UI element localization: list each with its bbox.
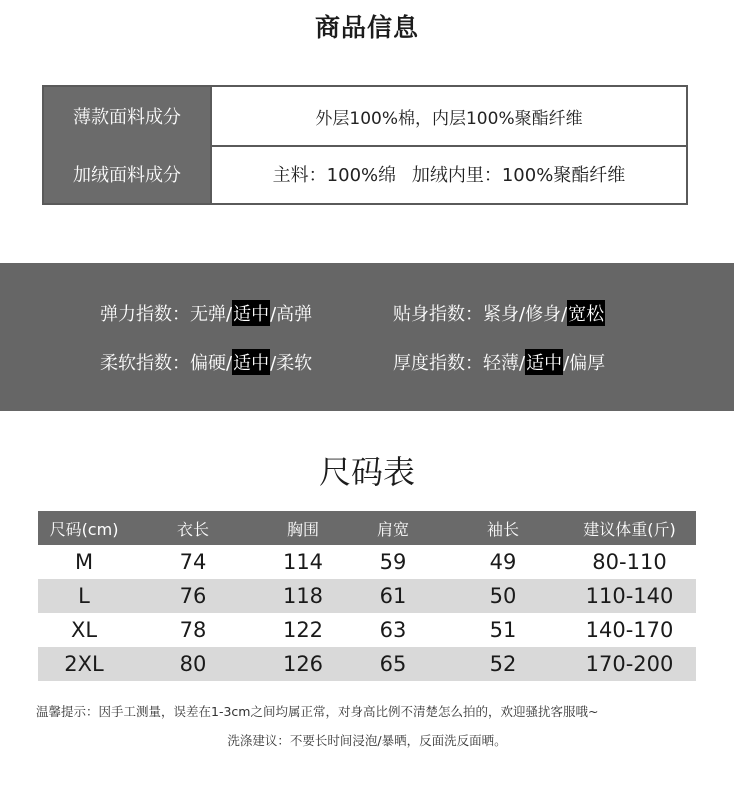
measurement-tip: 温馨提示：因手工测量，误差在1-3cm之间均属正常，对身高比例不清楚怎么拍的，欢迎骚扰客服哦~ [36, 704, 599, 719]
fit-index: 贴身指数：紧身/修身/宽松 [393, 300, 605, 326]
table-cell: 63 [379, 618, 407, 642]
table-cell: 76 [179, 584, 207, 608]
fabric-row-thin [44, 87, 686, 147]
table-cell: 140-170 [585, 618, 674, 642]
header-cell: 衣长 [176, 519, 209, 539]
size-cell: M [74, 550, 94, 574]
table-cell: 65 [379, 652, 407, 676]
index-option: 偏硬 [190, 353, 226, 374]
table-cell: 74 [179, 550, 207, 574]
size-cell: L [78, 584, 90, 608]
fabric-row-fleece [44, 145, 686, 203]
product-info-title: 商品信息 [314, 13, 419, 42]
table-cell: 51 [489, 618, 517, 642]
fabric-label: 薄款面料成分 [44, 87, 212, 145]
index-label: 贴身指数： [393, 304, 483, 325]
softness-index: 柔软指数：偏硬/适中/柔软 [100, 349, 312, 375]
size-cell: 2XL [64, 652, 104, 676]
table-cell: 126 [282, 652, 324, 676]
table-cell: 80-110 [592, 550, 667, 574]
table-cell: 118 [282, 584, 324, 608]
table-cell: 122 [282, 618, 324, 642]
fabric-label: 加绒面料成分 [44, 145, 212, 203]
table-cell: 114 [282, 550, 324, 574]
index-option: 修身 [525, 304, 562, 325]
index-option: 适中 [232, 300, 270, 326]
table-row [38, 545, 696, 579]
table-cell: 80 [179, 652, 207, 676]
table-cell: 49 [489, 550, 517, 574]
table-row [38, 647, 696, 681]
index-option: 轻薄 [483, 353, 519, 374]
index-option: 高弹 [276, 304, 313, 325]
header-cell: 建议体重(斤) [583, 519, 676, 539]
elasticity-index: 弹力指数：无弹/适中/高弹 [100, 300, 312, 326]
table-cell: 52 [489, 652, 517, 676]
index-option: 紧身 [483, 304, 519, 325]
header-cell: 袖长 [486, 519, 519, 539]
header-cell: 肩宽 [376, 519, 409, 539]
index-option: 适中 [525, 349, 563, 375]
index-option: 适中 [232, 349, 270, 375]
table-cell: 61 [379, 584, 407, 608]
index-label: 弹力指数： [100, 304, 190, 325]
index-option: 柔软 [276, 353, 313, 374]
index-label: 厚度指数： [393, 353, 483, 374]
thickness-index: 厚度指数：轻薄/适中/偏厚 [393, 349, 605, 375]
size-chart-title: 尺码表 [318, 453, 415, 491]
size-cell: XL [70, 618, 98, 642]
table-cell: 50 [489, 584, 517, 608]
table-row [38, 579, 696, 613]
table-cell: 78 [179, 618, 207, 642]
table-cell: 170-200 [585, 652, 674, 676]
size-table-header [38, 511, 696, 545]
index-option: 宽松 [567, 300, 605, 326]
header-cell: 胸围 [286, 519, 319, 539]
index-option: 无弹 [190, 304, 226, 325]
table-row [38, 613, 696, 647]
washing-advice: 洗涤建议：不要长时间浸泡/暴晒，反面洗反面晒。 [227, 733, 507, 748]
table-cell: 59 [379, 550, 407, 574]
header-cell: 尺码(cm) [49, 519, 119, 539]
attribute-index-band [0, 263, 734, 411]
table-cell: 110-140 [585, 584, 674, 608]
index-option: 偏厚 [569, 353, 606, 374]
fabric-value: 外层100%棉，内层100%聚酯纤维 [315, 108, 583, 129]
fabric-value: 主料：100%绵 加绒内里：100%聚酯纤维 [272, 165, 626, 186]
index-label: 柔软指数： [100, 353, 190, 374]
fabric-table [42, 85, 688, 205]
